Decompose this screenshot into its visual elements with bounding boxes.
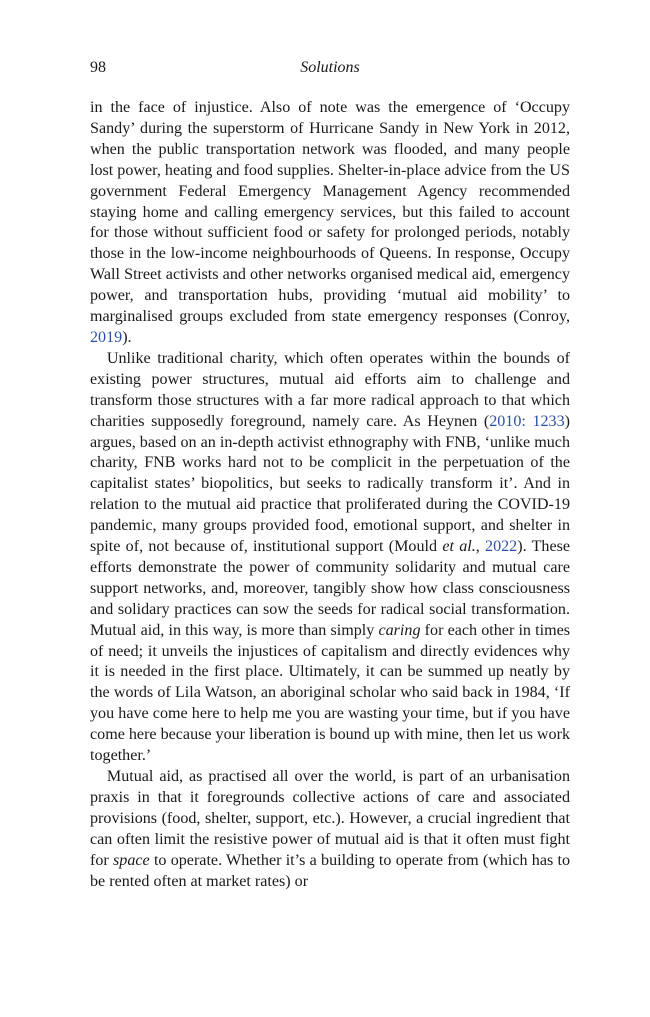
citation-link[interactable]: 2022 [485,538,518,556]
citation-link[interactable]: 2010: 1233 [489,412,565,430]
citation-link[interactable]: 2019 [90,328,123,346]
page-number: 98 [90,59,106,76]
text-run: for each other in times of need; it unveils the injustices of capitalism and directly evidences why it is needed in the first place. Ultimately, it can be summed up neatly by the words of Lila Watson, an aboriginal scholar who said back in 1984, ‘If you have come here to help me you are wasting your time, but if you have come here because your liberation is bound up with mine, then let us work together.’ [90,621,571,765]
text-run: Mutual aid, as practised all over the world, is part of an urbanisation praxis in that it foregrounds collective actions of care and associated provisions (food, shelter, support, etc.). However, a crucial ingredient that can often limit the resistive power of mutual aid is that it often must fight for [90,768,570,869]
body-text [90,98,570,892]
paragraph-3 [90,767,570,892]
emphasis-text: caring [378,621,421,639]
text-run: ). [122,328,132,346]
running-head [90,56,570,80]
text-run: ) argues, based on an in-depth activist ethnography with FNB, ‘unlike much charity, FNB works hard not to be complicit in the perpetuation of the capitalist states’ biopolitics, but seeks to radically transform it’. And in relation to the mutual aid practice that proliferated during the COVID-19 pandemic, many groups provided food, emotional support, and shelter in spite of, not because of, institutional support (Mould [90,412,571,556]
text-run: in the face of injustice. Also of note was the emergence of ‘Occupy Sandy’ during the superstorm of Hurricane Sandy in New York in 2012, when the public transportation network was flooded, and many people lost power, heating and food supplies. Shelter-in-place advice from the US government Federal Emergency Management Agency recommended staying home and calling emergency services, but this failed to account for those without sufficient food or safety for prolonged periods, notably those in the low-income neighbourhoods of Queens. In response, Occupy Wall Street activists and other networks organised medical aid, emergency power, and transportation hubs, providing ‘mutual aid mobility’ to marginalised groups excluded from state emergency responses (Conroy, [90,99,570,326]
emphasis-text: et al. [442,538,476,556]
running-title: Solutions [300,59,360,76]
paragraph-2 [90,349,570,767]
text-run: Unlike traditional charity, which often operates within the bounds of existing power structures, mutual aid efforts aim to challenge and transform those structures with a far more radical approach to that which charities supposedly foreground, namely care. As Heynen ( [90,349,570,430]
paragraph-1 [90,98,570,349]
text-run: to operate. Whether it’s a building to operate from (which has to be rented often at market rates) or [90,851,571,890]
book-page [90,56,570,892]
text-run: ). These efforts demonstrate the power of community solidarity and mutual care support networks, and, moreover, tangibly show how class consciousness and solidary practices can sow the seeds for radical social transformation. Mutual aid, in this way, is more than simply [90,538,570,639]
emphasis-text: space [113,851,150,869]
text-run: , [475,538,486,556]
